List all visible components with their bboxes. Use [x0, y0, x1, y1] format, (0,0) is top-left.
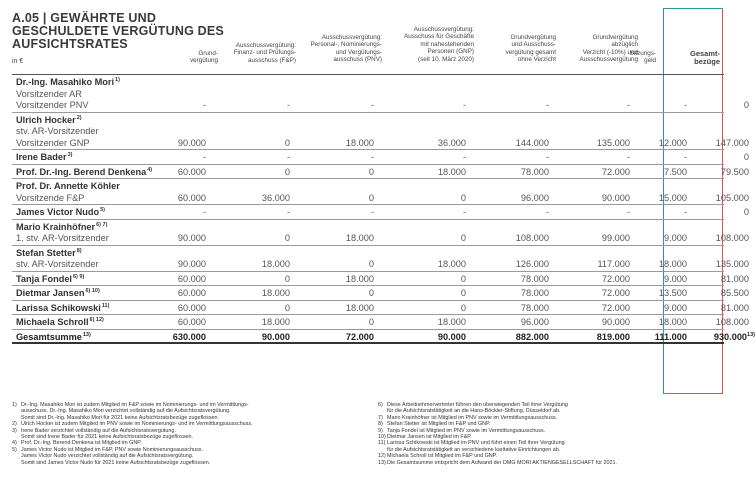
value-text: 0	[284, 233, 290, 243]
member-name	[16, 152, 72, 162]
footnote-key: 12)	[378, 453, 386, 460]
footnote	[12, 402, 352, 421]
col-header-pnv: Ausschussvergütung: Personal-, Nominierungs- und Vergütungs- ausschuss (PNV)	[310, 34, 382, 64]
table-row	[12, 315, 749, 330]
value-cell	[386, 100, 466, 110]
footnote	[12, 447, 352, 466]
table-row	[12, 301, 749, 316]
value-cell	[294, 259, 374, 269]
footnote-ref: 4)	[147, 166, 153, 173]
value-text: 60.000	[177, 302, 206, 313]
value-cell	[294, 317, 374, 327]
value-text: 18.000	[658, 259, 687, 269]
value-cell	[294, 233, 374, 243]
value-cell	[386, 259, 466, 269]
footnote-text: Irene Bader verzichtet vollständig auf die Aufsichtsratsvergütung. Somit sind Irene Bader für 2021 keine Aufsichtsratsbezüge zugeflossen.	[21, 427, 194, 441]
member-name	[16, 248, 82, 258]
member-name	[16, 332, 91, 342]
value-text: -	[370, 207, 374, 217]
value-text: 0	[460, 273, 466, 284]
value-text: 882.000	[515, 331, 549, 342]
member-name	[16, 222, 107, 232]
value-text: 0	[284, 137, 290, 148]
value-text: 0	[460, 302, 466, 313]
value-text: 72.000	[601, 166, 630, 177]
value-cell	[210, 167, 290, 177]
value-text: 117.000	[597, 259, 630, 269]
footnote-text: James Victor Nudo ist Mitglied im F&P, PNV sowie Nominierungsausschuss. James Victor Nudo verzichtet vollständig auf die Aufsichtsratsvergütung. Somit sind James Victor Nudo für 2021 keine Aufsichtsratsbezüge zugeflossen.	[21, 446, 211, 466]
value-text: 90.000	[601, 192, 630, 203]
value-cell	[386, 193, 466, 203]
value-cell	[469, 233, 549, 243]
value-cell	[126, 233, 206, 243]
value-text: 930.000	[713, 331, 748, 342]
value-cell	[210, 274, 290, 284]
value-text: -	[626, 100, 630, 110]
value-cell	[294, 332, 374, 342]
value-cell	[469, 138, 549, 148]
value-text: 96.000	[520, 192, 549, 203]
value-text: 60.000	[177, 192, 206, 203]
value-text: 90.000	[601, 317, 630, 327]
value-text: 135.000	[715, 259, 749, 269]
footnote-key: 13)	[378, 459, 386, 466]
footnote-text: Ulrich Hocker ist zudem Mitglied im PNV sowie im Nominierungs- und im Vermittlungsausschuss.	[21, 421, 253, 428]
footnote-text: Prof. Dr.-Ing. Berend Denkena ist Mitglied im GNP.	[21, 440, 142, 447]
value-cell	[294, 100, 374, 110]
member-name-text: Prof. Dr. Annette Köhler	[16, 181, 120, 191]
value-cell	[386, 207, 466, 217]
value-cell	[386, 288, 466, 298]
value-text: 81.000	[720, 302, 749, 313]
footnote-key: 3)	[12, 427, 17, 434]
value-cell	[210, 152, 290, 162]
value-text: -	[683, 207, 687, 217]
member-name-text: Stefan Stetter	[16, 247, 76, 258]
value-text: 96.000	[520, 317, 549, 327]
footnote-text: Dr.-Ing. Masahiko Mori ist zudem Mitglied im F&P sowie im Nominierungs- und im Vermittlungs- ausschuss. Dr.-Ing. Masahiko Mori verzichtet vollständig auf die Aufsichtsratsvergütung. Somit sind Dr.-Ing. Masahiko Mori für 2021 keine Aufsichtsratsbezüge zugeflossen.	[21, 402, 249, 421]
member-name-text: Tanja Fondel	[16, 273, 72, 284]
member-name	[16, 207, 105, 217]
value-text: 79.500	[720, 166, 749, 177]
value-text: 144.000	[515, 137, 549, 148]
value-cell	[126, 274, 206, 284]
member-name	[16, 274, 84, 284]
value-text: -	[286, 100, 290, 110]
value-text: 18.000	[437, 166, 466, 177]
member-name	[16, 288, 100, 298]
footnote-ref: 13)	[747, 331, 755, 338]
footnote	[378, 402, 728, 415]
value-text: 630.000	[172, 331, 206, 342]
footnote-ref: 6) 9)	[72, 273, 85, 280]
value-text: 12.000	[658, 137, 687, 148]
value-text: 72.000	[601, 288, 630, 298]
value-cell	[294, 138, 374, 148]
table-title: A.05 | GEWÄHRTE UND GESCHULDETE VERGÜTUNG DES AUFSICHTSRATES	[12, 11, 224, 51]
footnote-text: Larissa Schikowski ist Mitglied im PNV und führt einen Teil ihrer Vergütung für die Aufsichtsratstätigkeit an verschiedene karitative Einrichtungen ab.	[387, 440, 565, 453]
value-cell	[669, 274, 749, 284]
value-cell	[126, 332, 206, 342]
footnote-ref: 13)	[82, 331, 91, 338]
footnote-text: Mario Krainhöfner ist Mitglied im PNV sowie im Vermittlungsausschuss.	[387, 414, 558, 421]
value-cell	[386, 274, 466, 284]
value-cell	[669, 288, 749, 298]
footnote-key: 9)	[378, 427, 383, 434]
value-text: 0	[284, 273, 290, 284]
value-text: 126.000	[515, 259, 549, 269]
value-cell	[210, 100, 290, 110]
footnote-key: 10)	[378, 434, 386, 441]
value-text: 60.000	[177, 317, 206, 327]
footnote-ref: 6) 7)	[96, 221, 108, 228]
value-cell	[469, 193, 549, 203]
footnote	[12, 428, 352, 441]
value-text: 99.000	[601, 233, 630, 243]
value-cell	[669, 317, 749, 327]
table-row	[12, 272, 749, 287]
value-text: 819.000	[596, 331, 630, 342]
value-cell	[469, 303, 549, 313]
value-cell	[126, 100, 206, 110]
col-header-gesamtbezuege: Gesamt- bezüge	[689, 49, 720, 66]
value-text: 147.000	[715, 137, 749, 148]
value-text: 72.000	[601, 302, 630, 313]
value-cell	[386, 303, 466, 313]
footnote-text: Diese Arbeitnehmervertreter führen den überwiegenden Teil ihrer Vergütung für die Aufsichtsratstätigkeit an die Hans-Böckler-Stiftung, Düsseldorf ab.	[387, 402, 568, 415]
value-text: 111.000	[654, 331, 687, 342]
value-text: -	[626, 207, 630, 217]
value-cell	[386, 167, 466, 177]
col-header-gnp: Ausschussvergütung: Ausschuss für Geschäfte mit nahestehenden Personen (GNP) (seit 10. März 2020)	[404, 26, 474, 63]
unit-label: in €	[12, 58, 24, 65]
member-role: 1. stv. AR-Vorsitzender	[16, 233, 109, 243]
member-name	[16, 77, 120, 87]
value-text: -	[462, 100, 466, 110]
value-cell	[210, 332, 290, 342]
value-text: 0	[460, 288, 466, 298]
table-row	[12, 286, 749, 301]
value-cell	[669, 152, 749, 162]
member-name-text: James Victor Nudo	[16, 207, 100, 218]
value-cell	[294, 193, 374, 203]
value-text: 105.000	[715, 192, 749, 203]
value-text: 90.000	[437, 331, 466, 342]
value-cell	[126, 317, 206, 327]
value-cell	[210, 138, 290, 148]
value-cell	[386, 332, 466, 342]
footnote-ref: 2)	[76, 114, 82, 121]
value-cell	[126, 303, 206, 313]
col-header-gesamt-ohne-verzicht: Grundvergütung und Ausschuss- vergütung gesamt ohne Verzicht	[505, 34, 556, 64]
footnote-ref: 8)	[76, 247, 82, 254]
col-header-fp: Ausschussvergütung: Finanz- und Prüfungs- ausschuss (F&P)	[233, 42, 296, 64]
value-text: -	[683, 100, 687, 110]
table-row	[12, 220, 749, 246]
member-role: Vorsitzender AR	[16, 88, 82, 99]
value-text: 108.000	[515, 233, 549, 243]
value-text: 78.000	[520, 273, 549, 284]
value-text: 0	[284, 166, 290, 177]
value-text: 9.000	[664, 302, 687, 313]
value-cell	[469, 167, 549, 177]
value-text: 0	[284, 302, 290, 313]
value-cell	[210, 259, 290, 269]
member-role: stv. AR-Vorsitzender	[16, 259, 99, 269]
footnote-text: Stefan Stetter ist Mitglied im F&P und GNP.	[387, 421, 491, 428]
value-cell	[210, 288, 290, 298]
value-text: 0	[743, 207, 749, 217]
value-cell	[669, 100, 749, 110]
member-name	[16, 115, 82, 125]
col-header-sitzungsgeld: Sitzungs- geld	[629, 50, 656, 65]
value-cell	[126, 193, 206, 203]
member-name	[16, 303, 109, 313]
value-text: 0	[368, 166, 374, 177]
value-cell	[210, 303, 290, 313]
table-row	[12, 205, 749, 220]
footnote-text: Dietmar Jansen ist Mitglied im F&P.	[387, 434, 472, 441]
value-cell	[126, 259, 206, 269]
member-name-text: Gesamtsumme	[16, 331, 82, 342]
value-text: -	[370, 100, 374, 110]
value-cell	[469, 274, 549, 284]
value-text: -	[545, 100, 549, 110]
value-text: -	[545, 152, 549, 162]
member-name-text: Dietmar Jansen	[16, 288, 85, 299]
value-text: 0	[368, 192, 374, 203]
value-cell	[294, 207, 374, 217]
footnote-ref: 11)	[101, 302, 110, 309]
footnote-key: 6)	[378, 402, 383, 408]
footnote-ref: 6) 10)	[85, 288, 100, 294]
value-text: 0	[743, 100, 749, 110]
value-cell	[669, 259, 749, 269]
value-text: 60.000	[177, 166, 206, 177]
value-text: 18.000	[345, 233, 374, 243]
value-text: -	[202, 100, 206, 110]
value-text: 90.000	[177, 259, 206, 269]
value-text: 18.000	[658, 317, 687, 327]
footnote-ref: 3)	[67, 152, 73, 158]
table-row	[12, 113, 749, 151]
value-text: 18.000	[345, 302, 374, 313]
value-text: 0	[460, 192, 466, 203]
value-text: 81.000	[720, 273, 749, 284]
value-text: 0	[368, 259, 374, 269]
footnote-key: 5)	[12, 446, 17, 453]
value-text: 18.000	[261, 317, 290, 327]
value-text: -	[462, 152, 466, 162]
value-text: -	[202, 207, 206, 217]
value-text: 0	[743, 152, 749, 162]
footnote-key: 7)	[378, 414, 383, 421]
value-cell	[294, 152, 374, 162]
col-header-grundverguetung: Grund- vergütung	[189, 50, 218, 65]
value-cell	[210, 193, 290, 203]
member-role: Vorsitzender GNP	[16, 137, 90, 148]
value-cell	[126, 207, 206, 217]
value-cell	[294, 274, 374, 284]
value-text: 7.500	[664, 166, 687, 177]
value-text: -	[370, 152, 374, 162]
value-text: 78.000	[520, 302, 549, 313]
footnotes-right	[378, 402, 728, 466]
footnote-text: Michaela Schroll ist Mitglied im F&P und GNP.	[387, 453, 498, 460]
value-cell	[126, 288, 206, 298]
member-name	[16, 317, 104, 327]
value-text: 135.000	[596, 137, 630, 148]
value-text: 18.000	[345, 137, 374, 148]
value-cell	[294, 288, 374, 298]
value-text: -	[286, 207, 290, 217]
footnote	[378, 440, 728, 453]
value-text: 15.000	[658, 192, 687, 203]
value-text: 78.000	[520, 166, 549, 177]
member-name-text: Michaela Schroll	[16, 317, 89, 328]
value-text: 60.000	[177, 288, 206, 298]
value-cell	[210, 233, 290, 243]
member-name-text: Ulrich Hocker	[16, 114, 76, 125]
footnote-key: 11)	[378, 440, 386, 447]
value-cell	[126, 152, 206, 162]
footnote-ref: 6) 12)	[89, 317, 104, 323]
value-cell	[294, 303, 374, 313]
footnote-text: Tanja Fondel ist Mitglied im PNV sowie im Vermittlungsausschuss.	[387, 427, 546, 434]
footnote-text: Die Gesamtsumme entspricht dem Aufwand der DMG MORI AKTIENGESELLSCHAFT für 2021.	[387, 459, 617, 466]
value-text: 60.000	[177, 273, 206, 284]
value-cell	[669, 193, 749, 203]
value-cell	[469, 317, 549, 327]
footnote-key: 4)	[12, 440, 17, 447]
value-cell	[469, 152, 549, 162]
value-cell	[126, 138, 206, 148]
footnote-key: 8)	[378, 421, 383, 428]
value-cell	[210, 207, 290, 217]
value-text: 90.000	[177, 233, 206, 243]
member-role: Vorsitzende F&P	[16, 192, 85, 203]
value-text: 72.000	[601, 273, 630, 284]
member-role: stv. AR-Vorsitzender	[16, 126, 99, 136]
member-name-text: Larissa Schikowski	[16, 302, 101, 313]
value-cell	[669, 233, 749, 243]
table-row	[12, 179, 749, 205]
footnote-ref: 1)	[115, 77, 120, 83]
value-cell	[469, 259, 549, 269]
value-cell	[126, 167, 206, 177]
value-cell	[469, 332, 549, 342]
table-row	[12, 246, 749, 272]
value-text: 0	[460, 233, 466, 243]
value-text: -	[202, 152, 206, 162]
value-text: 18.000	[261, 288, 290, 298]
value-cell	[669, 303, 749, 313]
member-name-text: Dr.-Ing. Masahiko Mori	[16, 77, 115, 88]
value-text: 90.000	[261, 331, 290, 342]
value-cell	[210, 317, 290, 327]
value-text: -	[683, 152, 687, 162]
value-cell	[675, 332, 755, 342]
table-row	[12, 150, 749, 165]
table-row	[12, 165, 749, 180]
value-cell	[669, 167, 749, 177]
member-role: Vorsitzender PNV	[16, 100, 89, 110]
value-text: 9.000	[664, 233, 687, 243]
member-name-text: Mario Krainhöfner	[16, 221, 96, 232]
footnote-key: 1)	[12, 402, 17, 408]
value-text: -	[545, 207, 549, 217]
value-text: -	[286, 152, 290, 162]
value-cell	[669, 138, 749, 148]
value-cell	[386, 233, 466, 243]
value-text: 13.500	[658, 288, 687, 298]
value-text: -	[462, 207, 466, 217]
value-text: 0	[368, 288, 374, 298]
value-text: -	[626, 152, 630, 162]
value-cell	[469, 288, 549, 298]
total-row	[12, 330, 755, 345]
value-cell	[386, 317, 466, 327]
value-cell	[669, 207, 749, 217]
footnotes-left	[12, 402, 352, 466]
value-cell	[386, 138, 466, 148]
value-cell	[469, 207, 549, 217]
value-text: 108.000	[715, 233, 749, 243]
member-name	[16, 181, 120, 191]
value-text: 18.000	[261, 259, 290, 269]
member-name-text: Prof. Dr.-Ing. Berend Denkena	[16, 166, 147, 177]
value-cell	[294, 167, 374, 177]
footnote-key: 2)	[12, 421, 17, 428]
footnote	[378, 460, 728, 466]
member-name-text: Irene Bader	[16, 152, 67, 163]
value-text: 0	[368, 317, 374, 327]
value-text: 9.000	[664, 273, 687, 284]
value-text: 36.000	[437, 137, 466, 148]
value-text: 36.000	[261, 192, 290, 203]
value-text: 18.000	[437, 259, 466, 269]
value-text: 72.000	[345, 331, 374, 342]
value-text: 108.000	[715, 317, 749, 327]
col-header-abzueglich-verzicht: Grundvergütung abzüglich Verzicht (-10%) und Ausschussvergütung	[579, 34, 638, 64]
table-row	[12, 75, 749, 113]
value-text: 18.000	[437, 317, 466, 327]
value-cell	[386, 152, 466, 162]
value-text: 18.000	[345, 273, 374, 284]
value-text: 78.000	[520, 288, 549, 298]
footnote-ref: 5)	[100, 207, 105, 213]
value-text: 90.000	[177, 137, 206, 148]
value-text: 85.500	[720, 288, 749, 298]
value-cell	[469, 100, 549, 110]
